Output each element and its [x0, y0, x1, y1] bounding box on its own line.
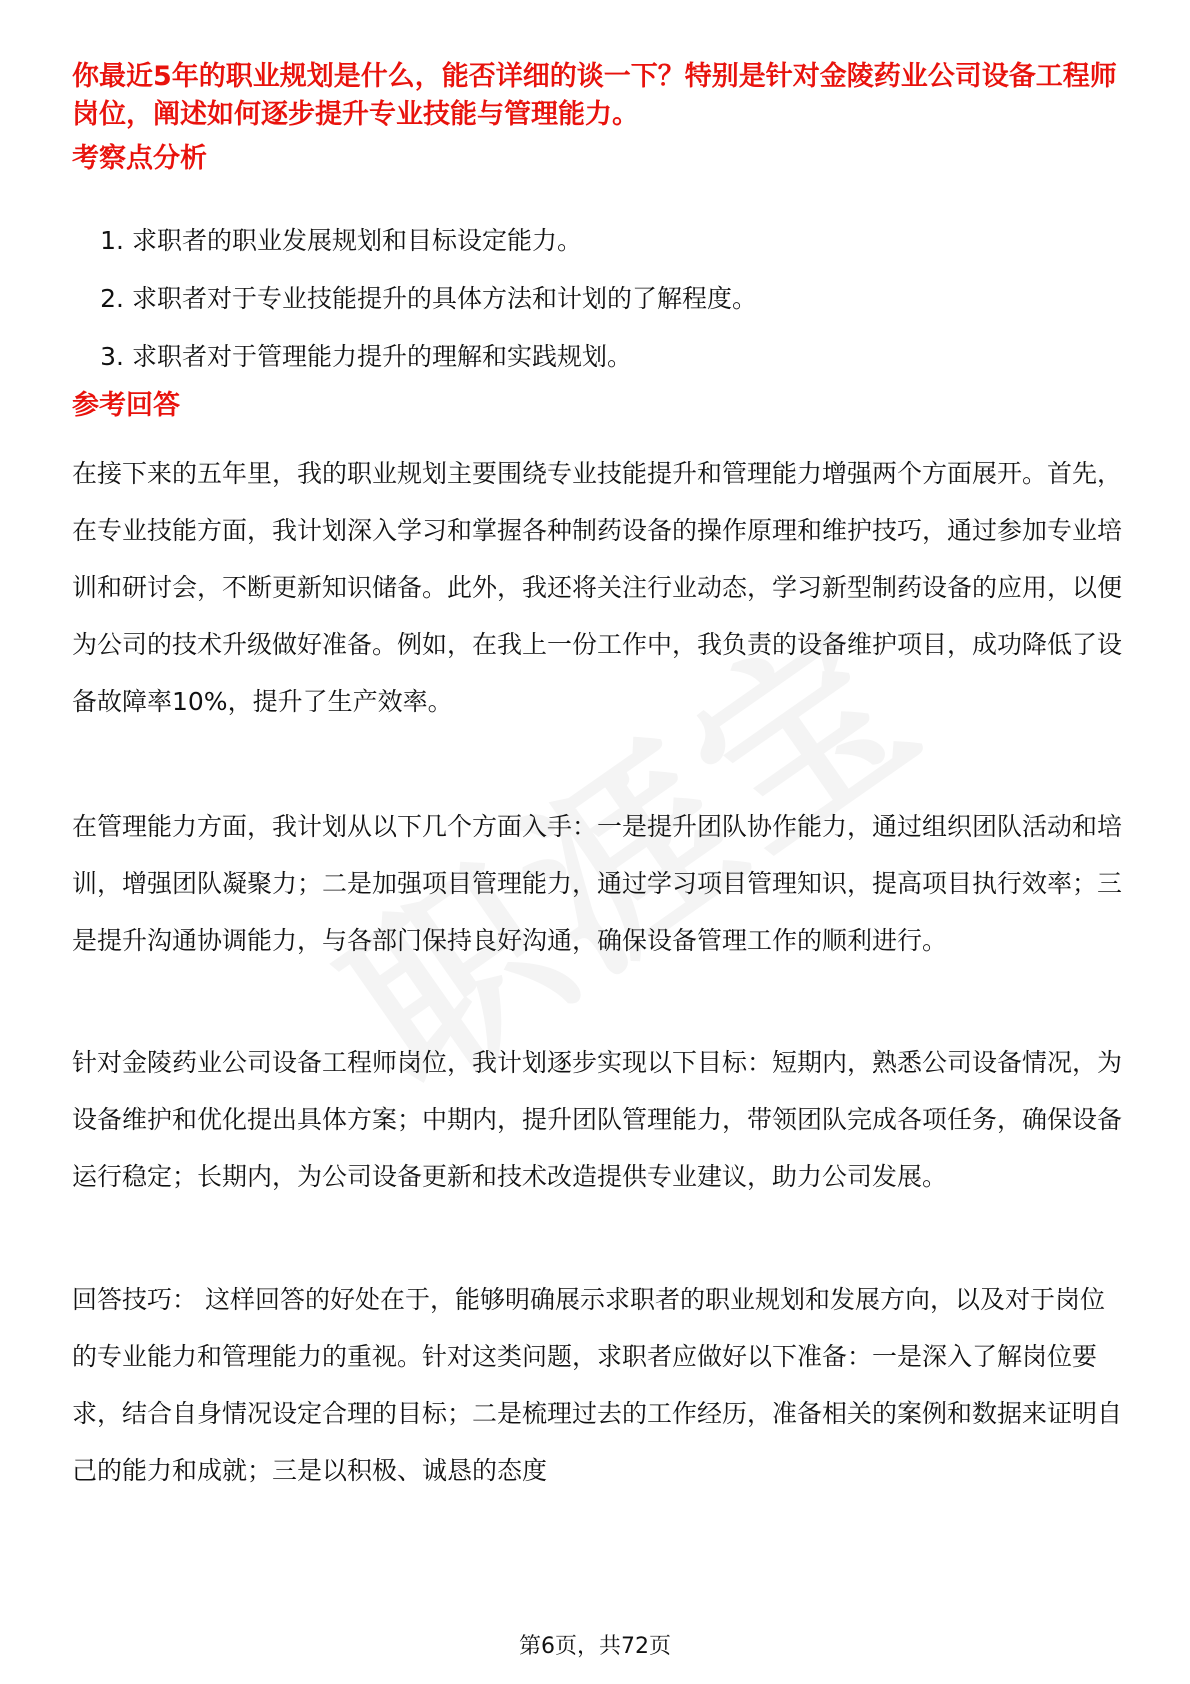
answer-paragraph: 在接下来的五年里，我的职业规划主要围绕专业技能提升和管理能力增强两个方面展开。首先，在专业技能方面，我计划深入学习和掌握各种制药设备的操作原理和维护技巧，通过参加专业培训和研讨会，不断更新知识储备。此外，我还将关注行业动态，学习新型制药设备的应用，以便为公司的技术升级做好准备。例如，在我上一份工作中，我负责的设备维护项目，成功降低了设备故障率10%，提升了生产效率。	[72, 459, 1123, 716]
page-number: 第6页，共72页	[519, 1634, 671, 1659]
analysis-point: 3. 求职者对于管理能力提升的理解和实践规划。	[100, 342, 633, 371]
answer-paragraph: 针对金陵药业公司设备工程师岗位，我计划逐步实现以下目标：短期内，熟悉公司设备情况，为设备维护和优化提出具体方案；中期内，提升团队管理能力，带领团队完成各项任务，确保设备运行稳定；长期内，为公司设备更新和技术改造提供专业建议，助力公司发展。	[72, 1048, 1123, 1191]
answer-tips-paragraph: 回答技巧： 这样回答的好处在于，能够明确展示求职者的职业规划和发展方向，以及对于岗位的专业能力和管理能力的重视。针对这类问题，求职者应做好以下准备：一是深入了解岗位要求，结合自身情况设定合理的目标；二是梳理过去的工作经历，准备相关的案例和数据来证明自己的能力和成就；三是以积极、诚恳的态度	[72, 1285, 1123, 1485]
analysis-point: 1. 求职者的职业发展规划和目标设定能力。	[100, 226, 583, 255]
analysis-points	[72, 222, 1112, 396]
answer-paragraph: 在管理能力方面，我计划从以下几个方面入手：一是提升团队协作能力，通过组织团队活动和培训，增强团队凝聚力；二是加强项目管理能力，通过学习项目管理知识，提高项目执行效率；三是提升沟通协调能力，与各部门保持良好沟通，确保设备管理工作的顺利进行。	[72, 812, 1123, 955]
analysis-point: 2. 求职者对于专业技能提升的具体方法和计划的了解程度。	[100, 284, 758, 313]
question-heading: 你最近5年的职业规划是什么，能否详细的谈一下？特别是针对金陵药业公司设备工程师岗位，阐述如何逐步提升专业技能与管理能力。	[72, 61, 1117, 130]
reference-title: 参考回答	[72, 390, 180, 421]
analysis-title: 考察点分析	[72, 143, 207, 174]
